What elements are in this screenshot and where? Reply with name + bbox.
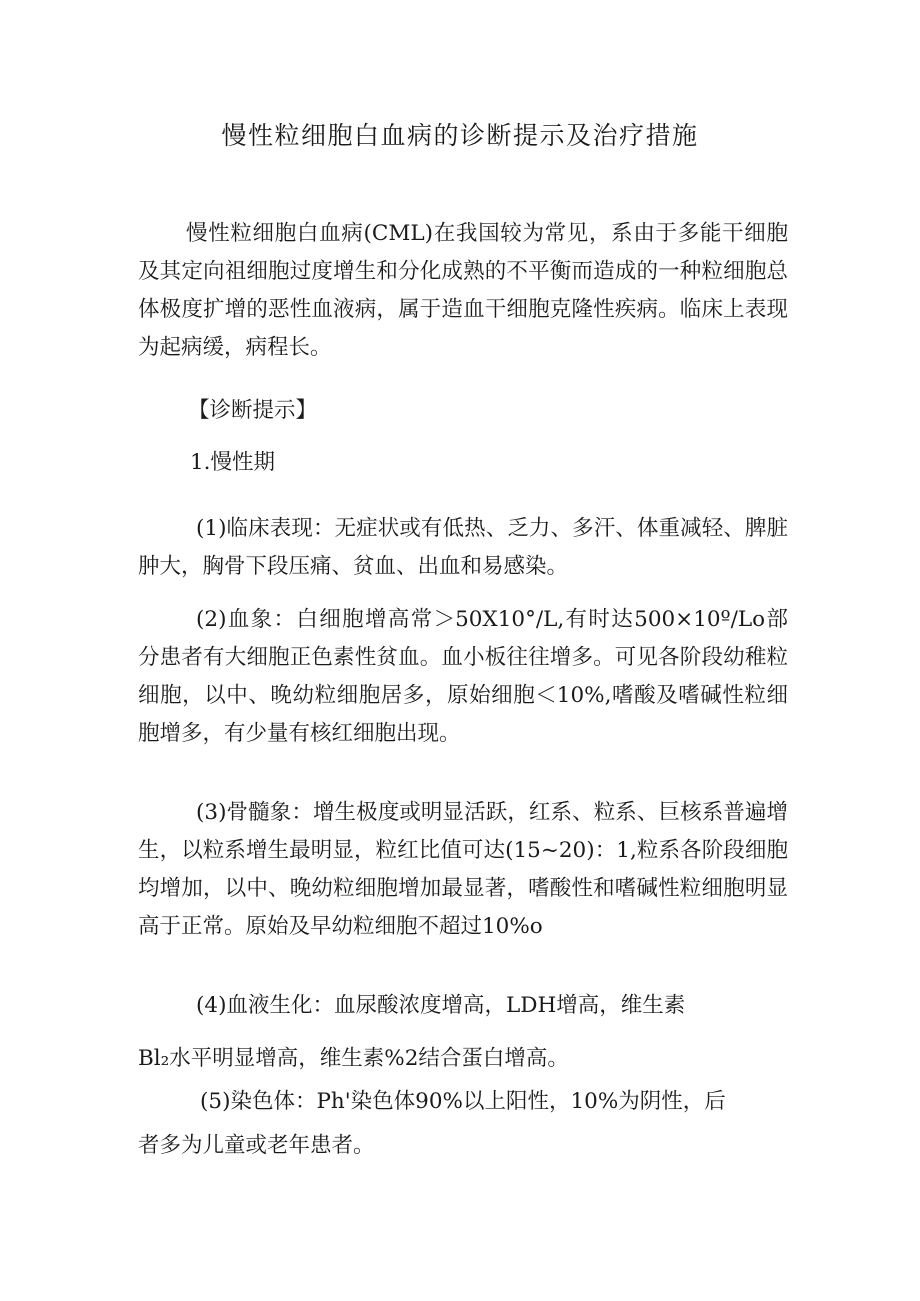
biochem-line-2: Bl₂水平明显增高，维生素%2结合蛋白增高。 <box>138 1046 569 1071</box>
chromosome-line-2: 者多为儿童或老年患者。 <box>138 1133 375 1158</box>
intro-paragraph: 慢性粒细胞白血病(CML)在我国较为常见，系由于多能干细胞及其定向祖细胞过度增生和分化成熟的不平衡而造成的一种粒细胞总体极度扩增的恶性血液病，属于造血干细胞克隆性疾病。临床上表现为起病缓，病程长。 <box>138 221 788 360</box>
subheading-chronic-phase: 1.慢性期 <box>190 450 276 475</box>
biochem-line-1: (4)血液生化：血尿酸浓度增高，LDH增高，维生素 <box>196 993 686 1018</box>
section-heading: 【诊断提示】 <box>188 398 318 423</box>
clinical-paragraph: (1)临床表现：无症状或有低热、乏力、多汗、体重减轻、脾脏肿大，胸骨下段压痛、贫血、出血和易感染。 <box>138 516 788 579</box>
page-title: 慢性粒细胞白血病的诊断提示及治疗措施 <box>221 121 699 150</box>
bone-marrow-paragraph: (3)骨髓象：增生极度或明显活跃，红系、粒系、巨核系普遍增生，以粒系增生最明显，粒红比值可达(15~20)：1,粒系各阶段细胞均增加，以中、晚幼粒细胞增加最显著，嗜酸性和嗜碱性粒细胞明显高于正常。原始及早幼粒细胞不超过10%o <box>138 800 788 939</box>
blood-picture-paragraph: (2)血象：白细胞增高常＞50X10°/L,有时达500×10º/Lo部分患者有大细胞正色素性贫血。血小板往往增多。可见各阶段幼稚粒细胞，以中、晚幼粒细胞居多，原始细胞＜10%,嗜酸及嗜碱性粒细胞增多，有少量有核红细胞出现。 <box>138 607 788 746</box>
chromosome-line-1: (5)染色体：Ph'染色体90%以上阳性，10%为阴性，后 <box>200 1089 726 1114</box>
